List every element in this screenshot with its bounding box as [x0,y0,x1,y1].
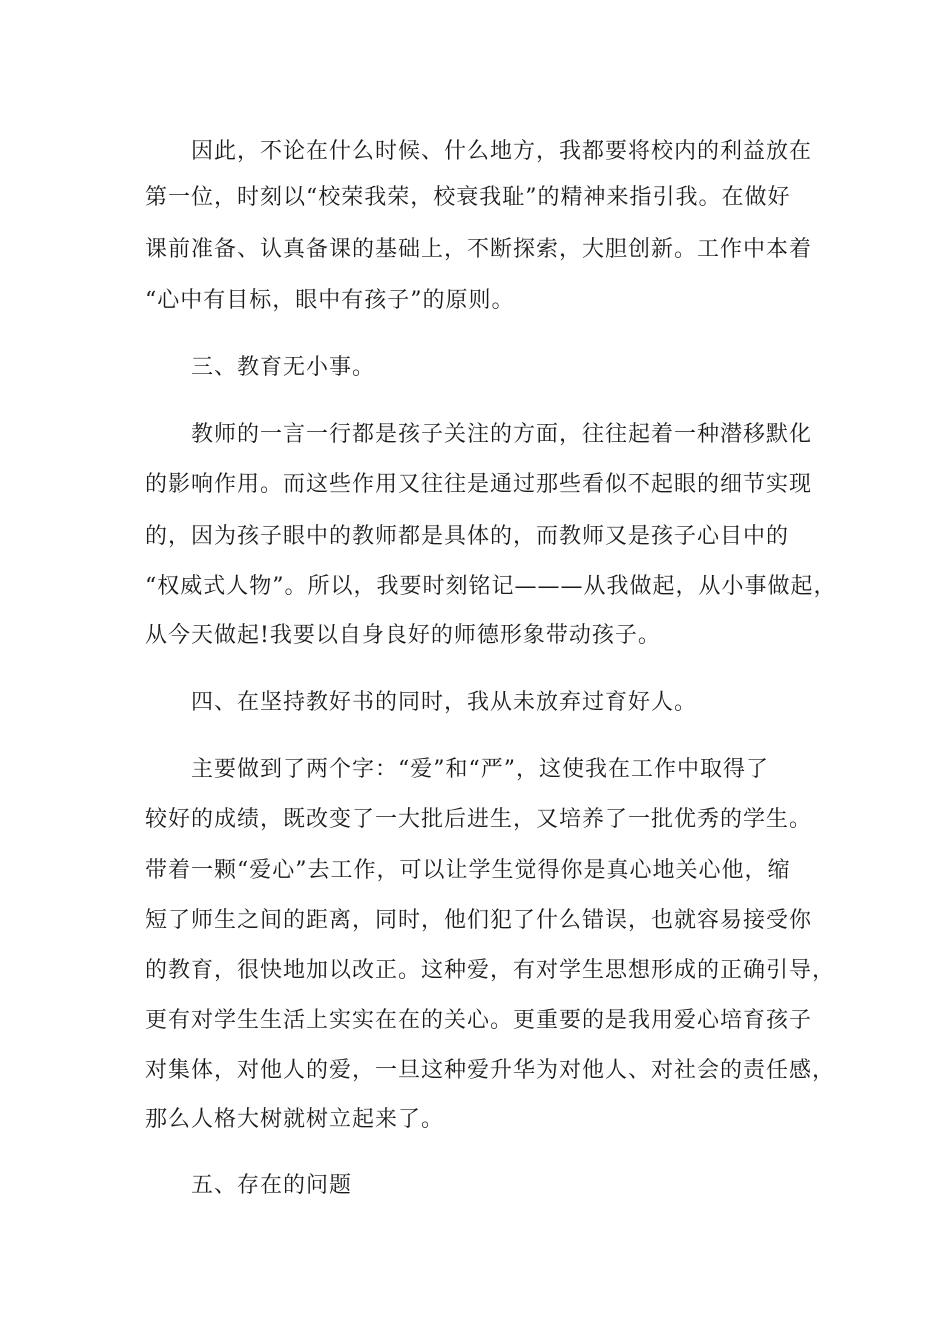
section-heading: 五、存在的问题 [191,1173,353,1198]
paragraph-line: 较好的成绩，既改变了一大批后进生，又培养了一批优秀的学生。 [145,807,813,832]
paragraph-line: 带着一颗“爱心”去工作，可以让学生觉得你是真心地关心他，缩 [145,858,791,883]
paragraph-line: 对集体，对他人的爱，一旦这种爱升华为对他人、对社会的责任感， [145,1058,836,1083]
section-heading: 四、在坚持教好书的同时，我从未放弃过育好人。 [191,690,698,715]
paragraph-line: 教师的一言一行都是孩子关注的方面，往往起着一种潜移默化 [191,422,813,447]
paragraph-line: 更有对学生生活上实实在在的关心。更重要的是我用爱心培育孩子 [145,1008,813,1033]
paragraph-line: 第一位，时刻以“校荣我荣，校衰我耻”的精神来指引我。在做好 [145,185,791,210]
paragraph-line: 短了师生之间的距离，同时，他们犯了什么错误，也就容易接受你 [145,908,813,933]
paragraph-line: 因此，不论在什么时候、什么地方，我都要将校内的利益放在 [191,139,813,164]
paragraph-line: 那么人格大树就树立起来了。 [145,1107,445,1132]
paragraph-line: 从今天做起!我要以自身良好的师德形象带动孩子。 [145,623,661,648]
paragraph-line: 的教育，很快地加以改正。这种爱，有对学生思想形成的正确引导， [145,958,836,983]
paragraph-line: 的，因为孩子眼中的教师都是具体的，而教师又是孩子心目中的 [145,524,790,549]
paragraph-line: “心中有目标，眼中有孩子”的原则。 [145,288,515,313]
paragraph-line: 课前准备、认真备课的基础上，不断探索，大胆创新。工作中本着 [145,237,813,262]
paragraph-line: 主要做到了两个字：“爱”和“严”，这使我在工作中取得了 [191,757,769,782]
paragraph-line: “权威式人物”。所以，我要时刻铭记———从我做起，从小事做起， [145,574,837,599]
section-heading: 三、教育无小事。 [191,355,376,380]
paragraph-line: 的影响作用。而这些作用又往往是通过那些看似不起眼的细节实现 [145,472,813,497]
